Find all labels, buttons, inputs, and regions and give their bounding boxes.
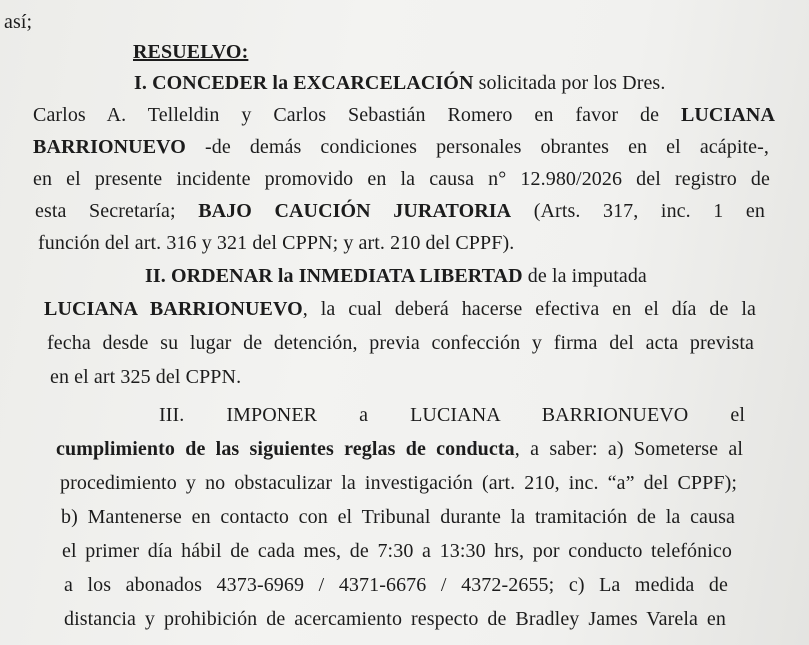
doc-line-17: a los abonados 4373-6969 / 4371-6676 / 4372-2655; c) La medida de (64, 574, 728, 596)
paragraph-1-heading (134, 71, 665, 95)
doc-line-13: cumplimiento de las siguientes reglas de conducta, a saber: a) Someterse al (56, 438, 743, 460)
doc-line-18: distancia y prohibición de acercamiento respecto de Bradley James Varela en (64, 608, 726, 630)
doc-line-9: LUCIANA BARRIONUEVO, la cual deberá hacerse efectiva en el día de la (44, 298, 756, 320)
doc-line-5: en el presente incidente promovido en la causa n° 12.980/2026 del registro de (33, 168, 770, 190)
doc-line-16: el primer día hábil de cada mes, de 7:30 a 13:30 hrs, por conducto telefónico (62, 540, 732, 562)
doc-line-7: función del art. 316 y 321 del CPPN; y art. 210 del CPPF). (38, 232, 515, 254)
doc-line-3: Carlos A. Telleldin y Carlos Sebastián Romero en favor de LUCIANA (33, 104, 775, 126)
doc-line-11: en el art 325 del CPPN. (50, 366, 242, 388)
doc-line-14: procedimiento y no obstaculizar la investigación (art. 210, inc. “a” del CPPF); (60, 472, 737, 494)
doc-line-15: b) Mantenerse en contacto con el Tribunal durante la tramitación de la causa (61, 506, 735, 528)
paragraph-1-roman: I. CONCEDER la EXCARCELACIÓN (134, 72, 474, 94)
paragraph-2-heading: II. ORDENAR la INMEDIATA LIBERTAD de la imputada (145, 265, 647, 287)
resuelvo-heading: RESUELVO: (133, 41, 249, 63)
paragraph-1-rest: solicitada por los Dres. (478, 72, 666, 94)
paragraph-3-heading: III. IMPONER a LUCIANA BARRIONUEVO el (159, 404, 745, 426)
doc-line-4: BARRIONUEVO -de demás condiciones personales obrantes en el acápite-, (33, 136, 769, 158)
doc-line-1: así; (4, 11, 33, 33)
doc-line-6: esta Secretaría; BAJO CAUCIÓN JURATORIA (Arts. 317, inc. 1 en (35, 200, 766, 222)
doc-line-10: fecha desde su lugar de detención, previa confección y firma del acta prevista (47, 332, 754, 354)
